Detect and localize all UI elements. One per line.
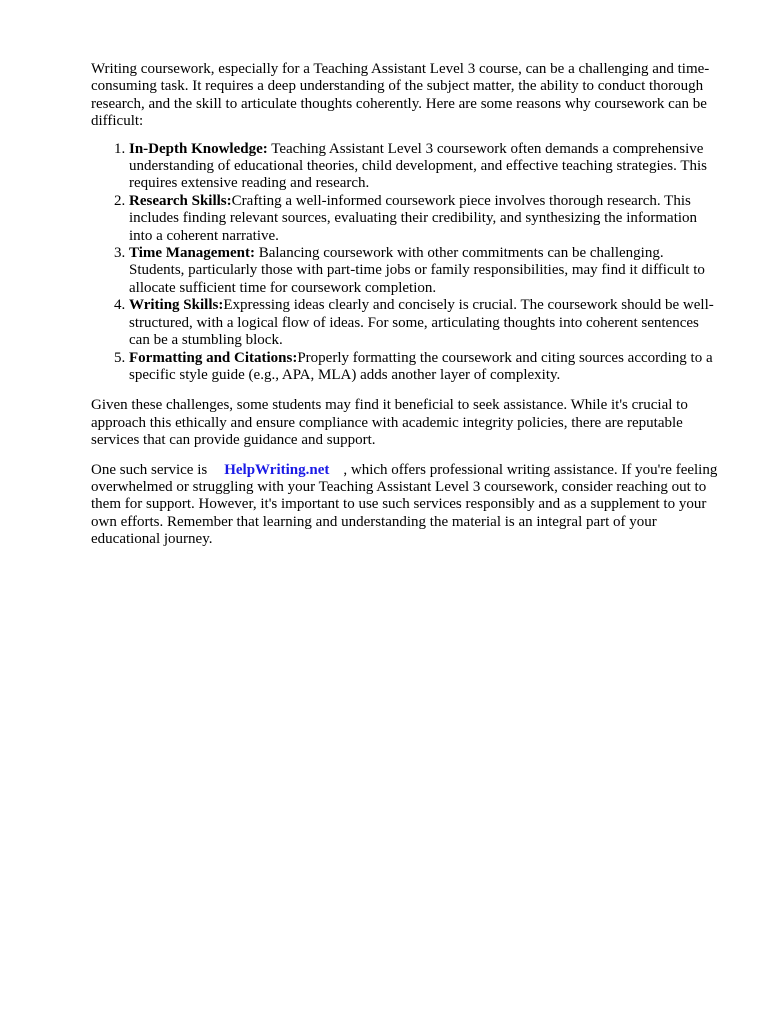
list-item-research-skills bbox=[129, 193, 721, 245]
service-paragraph bbox=[91, 462, 721, 549]
list-item-text: Expressing ideas clearly and concisely is crucial. The coursework should be well-structured, with a logical flow of ideas. For some, articulating thoughts into coherent sentences can be a stumbling block. bbox=[129, 297, 714, 349]
list-item-time-management bbox=[129, 245, 721, 297]
list-item-term: In-Depth Knowledge: bbox=[129, 140, 268, 157]
list-item-text: Crafting a well-informed coursework piece involves thorough research. This includes finding relevant sources, evaluating their credibility, and synthesizing the information into a coherent narrative. bbox=[129, 192, 698, 244]
helpwriting-link[interactable]: HelpWriting.net bbox=[224, 461, 330, 478]
list-item-term: Research Skills: bbox=[129, 192, 232, 209]
list-item-term: Formatting and Citations: bbox=[129, 349, 298, 366]
document-page bbox=[91, 61, 721, 549]
reasons-list bbox=[91, 141, 721, 385]
intro-paragraph: Writing coursework, especially for a Teaching Assistant Level 3 course, can be a challenging and time-consuming task. It requires a deep understanding of the subject matter, the ability to conduct thorough research, and the skill to articulate thoughts coherently. Here are some reasons why coursework can be difficult: bbox=[91, 61, 710, 130]
service-intro-text: One such service is bbox=[91, 461, 208, 478]
list-item-writing-skills bbox=[129, 297, 721, 349]
list-item-term: Time Management: bbox=[129, 245, 255, 262]
challenges-paragraph: Given these challenges, some students may find it beneficial to seek assistance. While it's crucial to approach this ethically and ensure compliance with academic integrity policies, there are reputable services that can provide guidance and support. bbox=[91, 397, 688, 449]
list-item-formatting-citations bbox=[129, 350, 721, 385]
list-item-in-depth-knowledge bbox=[129, 141, 721, 193]
service-description-text: , which offers professional writing assistance. If you're feeling overwhelmed or struggling with your Teaching Assistant Level 3 coursework, consider reaching out to them for support. However, it's important to use such services responsibly and as a supplement to your own efforts. Remember that learning and understanding the material is an integral part of your educational journey. bbox=[91, 461, 718, 548]
list-item-text: Balancing coursework with other commitments can be challenging. Students, particularly those with part-time jobs or family responsibilities, may find it difficult to allocate sufficient time for coursework completion. bbox=[129, 245, 705, 296]
list-item-text: Properly formatting the coursework and citing sources according to a specific style guide (e.g., APA, MLA) adds another layer of complexity. bbox=[129, 349, 713, 383]
list-item-text: Teaching Assistant Level 3 coursework often demands a comprehensive understanding of educational theories, child development, and effective teaching strategies. This requires extensive reading and research. bbox=[129, 140, 708, 192]
list-item-term: Writing Skills: bbox=[129, 297, 224, 314]
